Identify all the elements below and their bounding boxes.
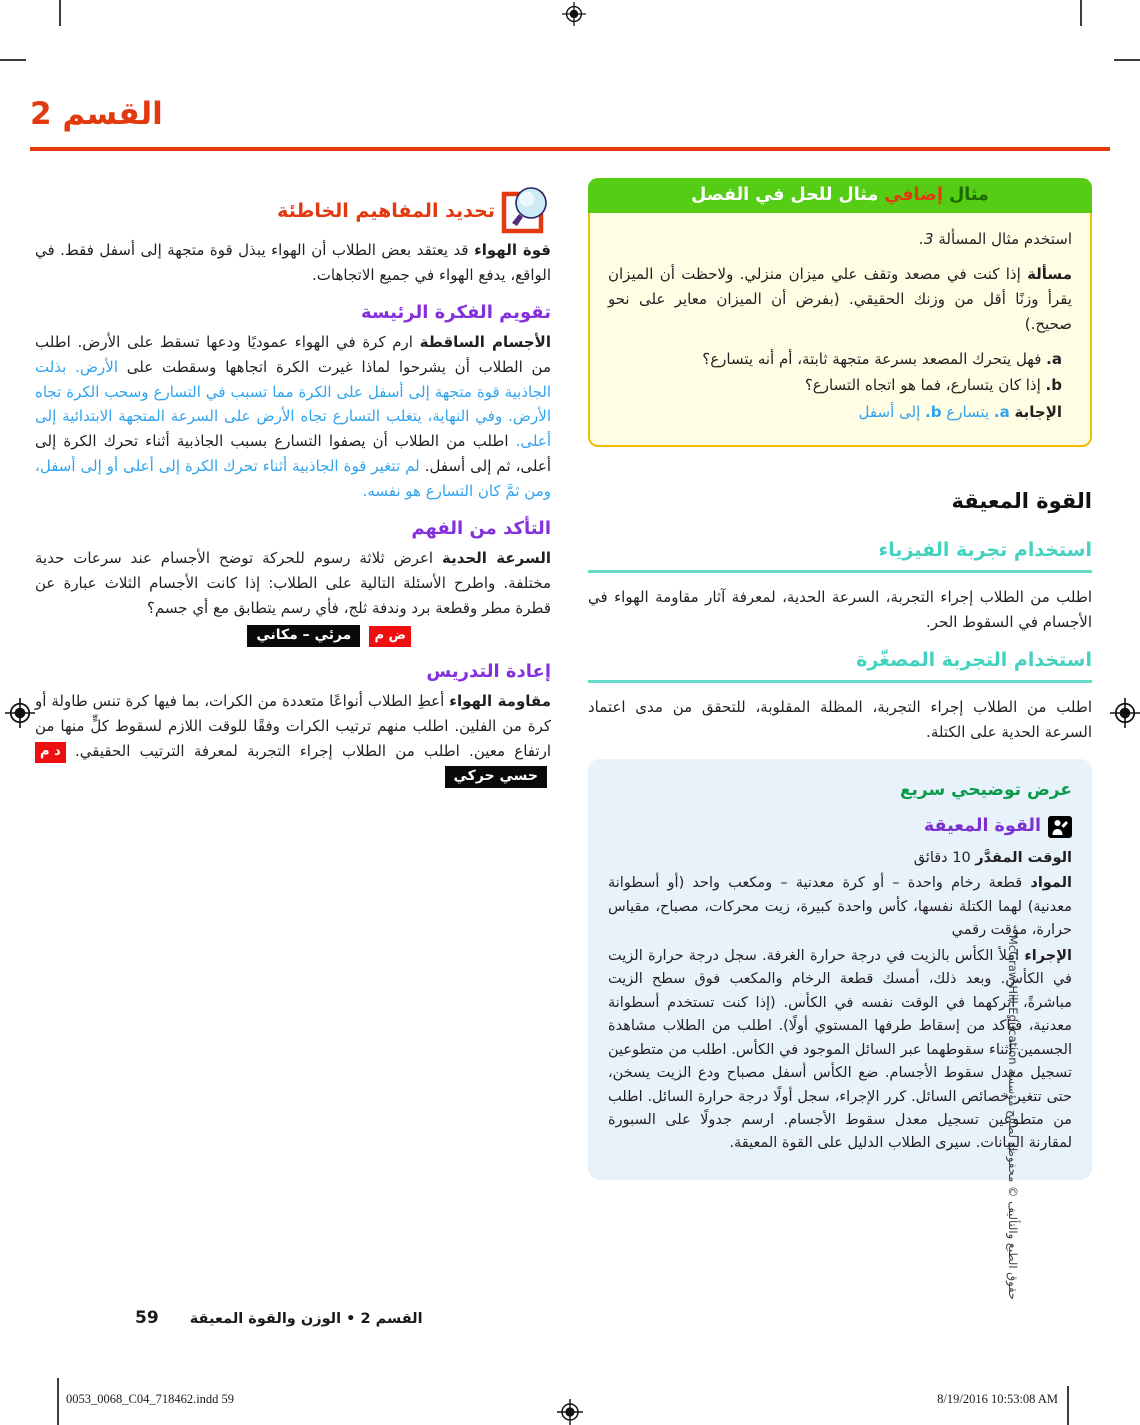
registration-mark-bottom <box>557 1399 583 1425</box>
mini-lab-heading: استخدام التجربة المصغّرة <box>588 649 1092 683</box>
footer-section-text: القسم 2 • الوزن والقوة المعيقة <box>189 1311 423 1327</box>
misconceptions-title: تحديد المفاهيم الخاطئة <box>277 200 495 222</box>
answer-label: الإجابة <box>1014 403 1062 422</box>
crop-mark-left-top <box>0 59 26 61</box>
main-idea-text <box>35 330 551 504</box>
footer-page-number: 59 <box>135 1308 159 1328</box>
reteach-title: إعادة التدريس <box>426 661 551 683</box>
extra-example-box <box>588 178 1092 447</box>
main-idea-answer2: لم تتغير قوة الجاذبية أثناء تحرك الكرة إلى أعلى أو إلى أسفل، ومن ثمَّ كان التسارع هو نفسه. <box>35 457 551 501</box>
demo-kicker-rest: توضيحي سريع <box>899 779 1022 800</box>
example-intro-number: 3. <box>919 230 934 248</box>
misconceptions-header <box>35 186 551 234</box>
misconceptions-text <box>35 238 551 288</box>
example-problem <box>608 262 1072 337</box>
problem-label: مسألة <box>1027 264 1072 283</box>
print-file-name: 0053_0068_C04_718462.indd 59 <box>66 1392 235 1406</box>
problem-text: إذا كنت في مصعد وتقف علي ميزان منزلي. ولاحظت أن الميزان يقرأ وزنًا أقل من وزنك الحقيقي. (بفرض أن الميزان معاير على نحو صحيح.) <box>608 264 1072 333</box>
reteach-text <box>35 689 551 789</box>
answer-line <box>608 400 1062 425</box>
check-understanding-text <box>35 546 551 621</box>
reteach-badge-style: حسي حركي <box>445 766 547 789</box>
demo-procedure <box>608 945 1072 1156</box>
question-a-text: فهل يتحرك المصعد بسرعة متجهة ثابتة، أم أنه يتسارع؟ <box>702 349 1042 368</box>
mini-lab-text: اطلب من الطلاب إجراء التجربة، المظلة المقلوبة، للتحقق من مدى اعتماد السرعة الحدية على الكتلة. <box>588 698 1092 741</box>
demo-materials <box>608 872 1072 942</box>
demo-kicker-bold: عرض <box>1026 779 1072 800</box>
demo-kicker <box>608 777 1072 805</box>
physics-lab-heading: استخدام تجربة الفيزياء <box>588 539 1092 573</box>
registration-mark-left <box>5 698 35 728</box>
physics-lab-text: اطلب من الطلاب إجراء التجربة، السرعة الحدية، لمعرفة آثار مقاومة الهواء في الأجسام في السقوط الحر. <box>588 588 1092 632</box>
example-box-body <box>588 213 1092 447</box>
check-body: اعرض ثلاثة رسوم للحركة توضح الأجسام عند سرعات حدية مختلفة. واطرح الأسئلة التالية على الطلاب: إذا كانت الأجسام الثلاث عبارة عن قطرة مطر وقطعة برد وندفة ثلج، فأي رسم يتطابق مع أي جسم؟ <box>35 549 551 617</box>
main-idea-black2: اطلب من الطلاب أن يصفوا التسارع بسبب الجاذبية أثناء تحرك الكرة إلى أعلى، ثم إلى أسفل. <box>35 432 551 476</box>
question-a <box>608 347 1062 372</box>
answer-a-text: يتسارع <box>946 403 990 422</box>
reteach-badge-abbrev: د م <box>35 742 66 763</box>
question-a-label: a. <box>1046 349 1062 368</box>
demo-materials-text: قطعة رخام واحدة – أو كرة معدنية – ومكعب واحد (أو أسطوانة معدنية) لهما الكتلة نفسها، كأس واحدة كبيرة، زيت محركات، مصباح، مقياس حرارة، مؤقت رقمي <box>608 875 1072 939</box>
left-column <box>35 186 551 799</box>
registration-mark-top <box>562 2 586 26</box>
demo-time-value: 10 دقائق <box>913 849 971 866</box>
demo-materials-label: المواد <box>1030 875 1073 892</box>
reteach-body: أعطِ الطلاب أنواعًا متعددة من الكرات، بما فيها كرة تنس طاولة أو كرة من الفلين. اطلب منهم ترتيب الكرات وفقًا للوقت اللازم لسقوط كلٍّ منها من ارتفاع معين. اطلب من الطلاب إجراء التجربة لمعرفة الترتيب الحقيقي. <box>35 692 551 760</box>
example-header-word: مثال <box>949 185 989 205</box>
copyright-notice: حقوق الطبع والتأليف © محفوظة لصالح مؤسسة McGraw-Hill Education <box>1006 934 1020 1300</box>
drag-force-heading: القوة المعيقة <box>951 489 1092 514</box>
registration-mark-right <box>1110 698 1140 728</box>
main-idea-title: تقويم الفكرة الرئيسة <box>360 301 551 323</box>
demo-time-label: الوقت المقدَّر <box>975 849 1072 866</box>
demo-title-row <box>608 812 1072 840</box>
demo-presenter-icon <box>1048 816 1072 838</box>
check-badge-style: مرئي – مكاني <box>247 625 360 648</box>
example-intro <box>608 227 1072 252</box>
misconceptions-term: قوة الهواء <box>474 241 551 259</box>
question-b-text: إذا كان يتسارع، فما هو اتجاه التسارع؟ <box>804 376 1041 395</box>
answer-a-label: a. <box>993 403 1010 422</box>
example-header-extra: إضافي <box>884 185 944 205</box>
example-header-rest: مثال للحل في الفصل <box>691 185 879 205</box>
crop-mark-right-top <box>1114 59 1140 61</box>
crop-mark-bottom-right <box>1067 1386 1069 1425</box>
misconceptions-body: قد يعتقد بعض الطلاب أن الهواء يبذل قوة متجهة إلى أسفل فقط. في الواقع، يدفع الهواء في جميع الاتجاهات. <box>35 241 551 284</box>
main-idea-term: الأجسام الساقطة <box>419 332 551 351</box>
page-title: القسم 2 <box>30 96 163 132</box>
check-badges <box>35 625 411 648</box>
demo-procedure-text: املأ الكأس بالزيت في درجة حرارة الغرفة. سجل درجة حرارة الزيت في الكأس. وبعد ذلك، أمسك قطعة الرخام والمكعب فوق سطح الزيت مباشرةً، اتركهما في الوقت نفسه في الكأس. (إذا كنت تستخدم أسطوانة معدنية، فتأكد من إسقاط طرفها المستوي أولًا). اطلب من الطلاب مشاهدة الجسمين أثناء سقوطهما عبر السائل الموجود في الكأس. اطلب من متطوعين تسجيل معدل سقوط الأجسام. ضع الكأس أسفل مصباح ودع الزيت يسخن، حتى تتغير خصائص السائل. كرر الإجراء، سجل أولًا درجة حرارة السائل. اطلب من متطوعين تسجيل معدل سقوط الأجسام. ارسم جدولًا على السبورة لمقارنة البيانات. سيرى الطلاب الدليل على القوة المعيقة. <box>608 947 1072 1152</box>
page-footer <box>135 1308 423 1328</box>
misconception-magnifier-icon <box>501 186 551 234</box>
crop-mark-top-left <box>59 0 61 26</box>
check-term: السرعة الحدية <box>441 549 551 568</box>
example-box-header <box>588 178 1092 213</box>
example-intro-text: استخدم مثال المسألة <box>938 230 1072 248</box>
main-idea-answer1: الأرض. بذلت الجاذبية قوة متجهة إلى أسفل على الكرة مما تسبب في التسارع وسحب الكرة تجاه الأرض. وفي النهاية، يتغلب التسارع تجاه الأرض على السرعة المتجهة الابتدائية إلى أعلى. <box>35 357 551 451</box>
print-timestamp: 8/19/2016 10:53:08 AM <box>937 1392 1058 1406</box>
crop-mark-bottom-left <box>57 1378 59 1425</box>
demo-procedure-label: الإجراء <box>1024 947 1072 964</box>
reteach-term: مقاومة الهواء <box>449 692 552 711</box>
question-b <box>608 373 1062 398</box>
question-b-label: b. <box>1045 376 1062 395</box>
check-understanding-title: التأكد من الفهم <box>411 518 551 540</box>
check-badge-abbrev: ض م <box>369 626 411 647</box>
demo-title: القوة المعيقة <box>923 816 1041 837</box>
header-rule <box>30 147 1110 151</box>
crop-mark-top-right <box>1080 0 1082 26</box>
answer-b-label: b. <box>925 403 942 422</box>
answer-b-text: إلى أسفل <box>858 403 921 422</box>
main-idea-black1: ارم كرة في الهواء عموديًا ودعها تسقط على الأرض. اطلب من الطلاب أن يشرحوا لماذا غيرت الكرة اتجاهها وسقطت على <box>35 332 551 376</box>
demo-time-line <box>608 847 1072 870</box>
